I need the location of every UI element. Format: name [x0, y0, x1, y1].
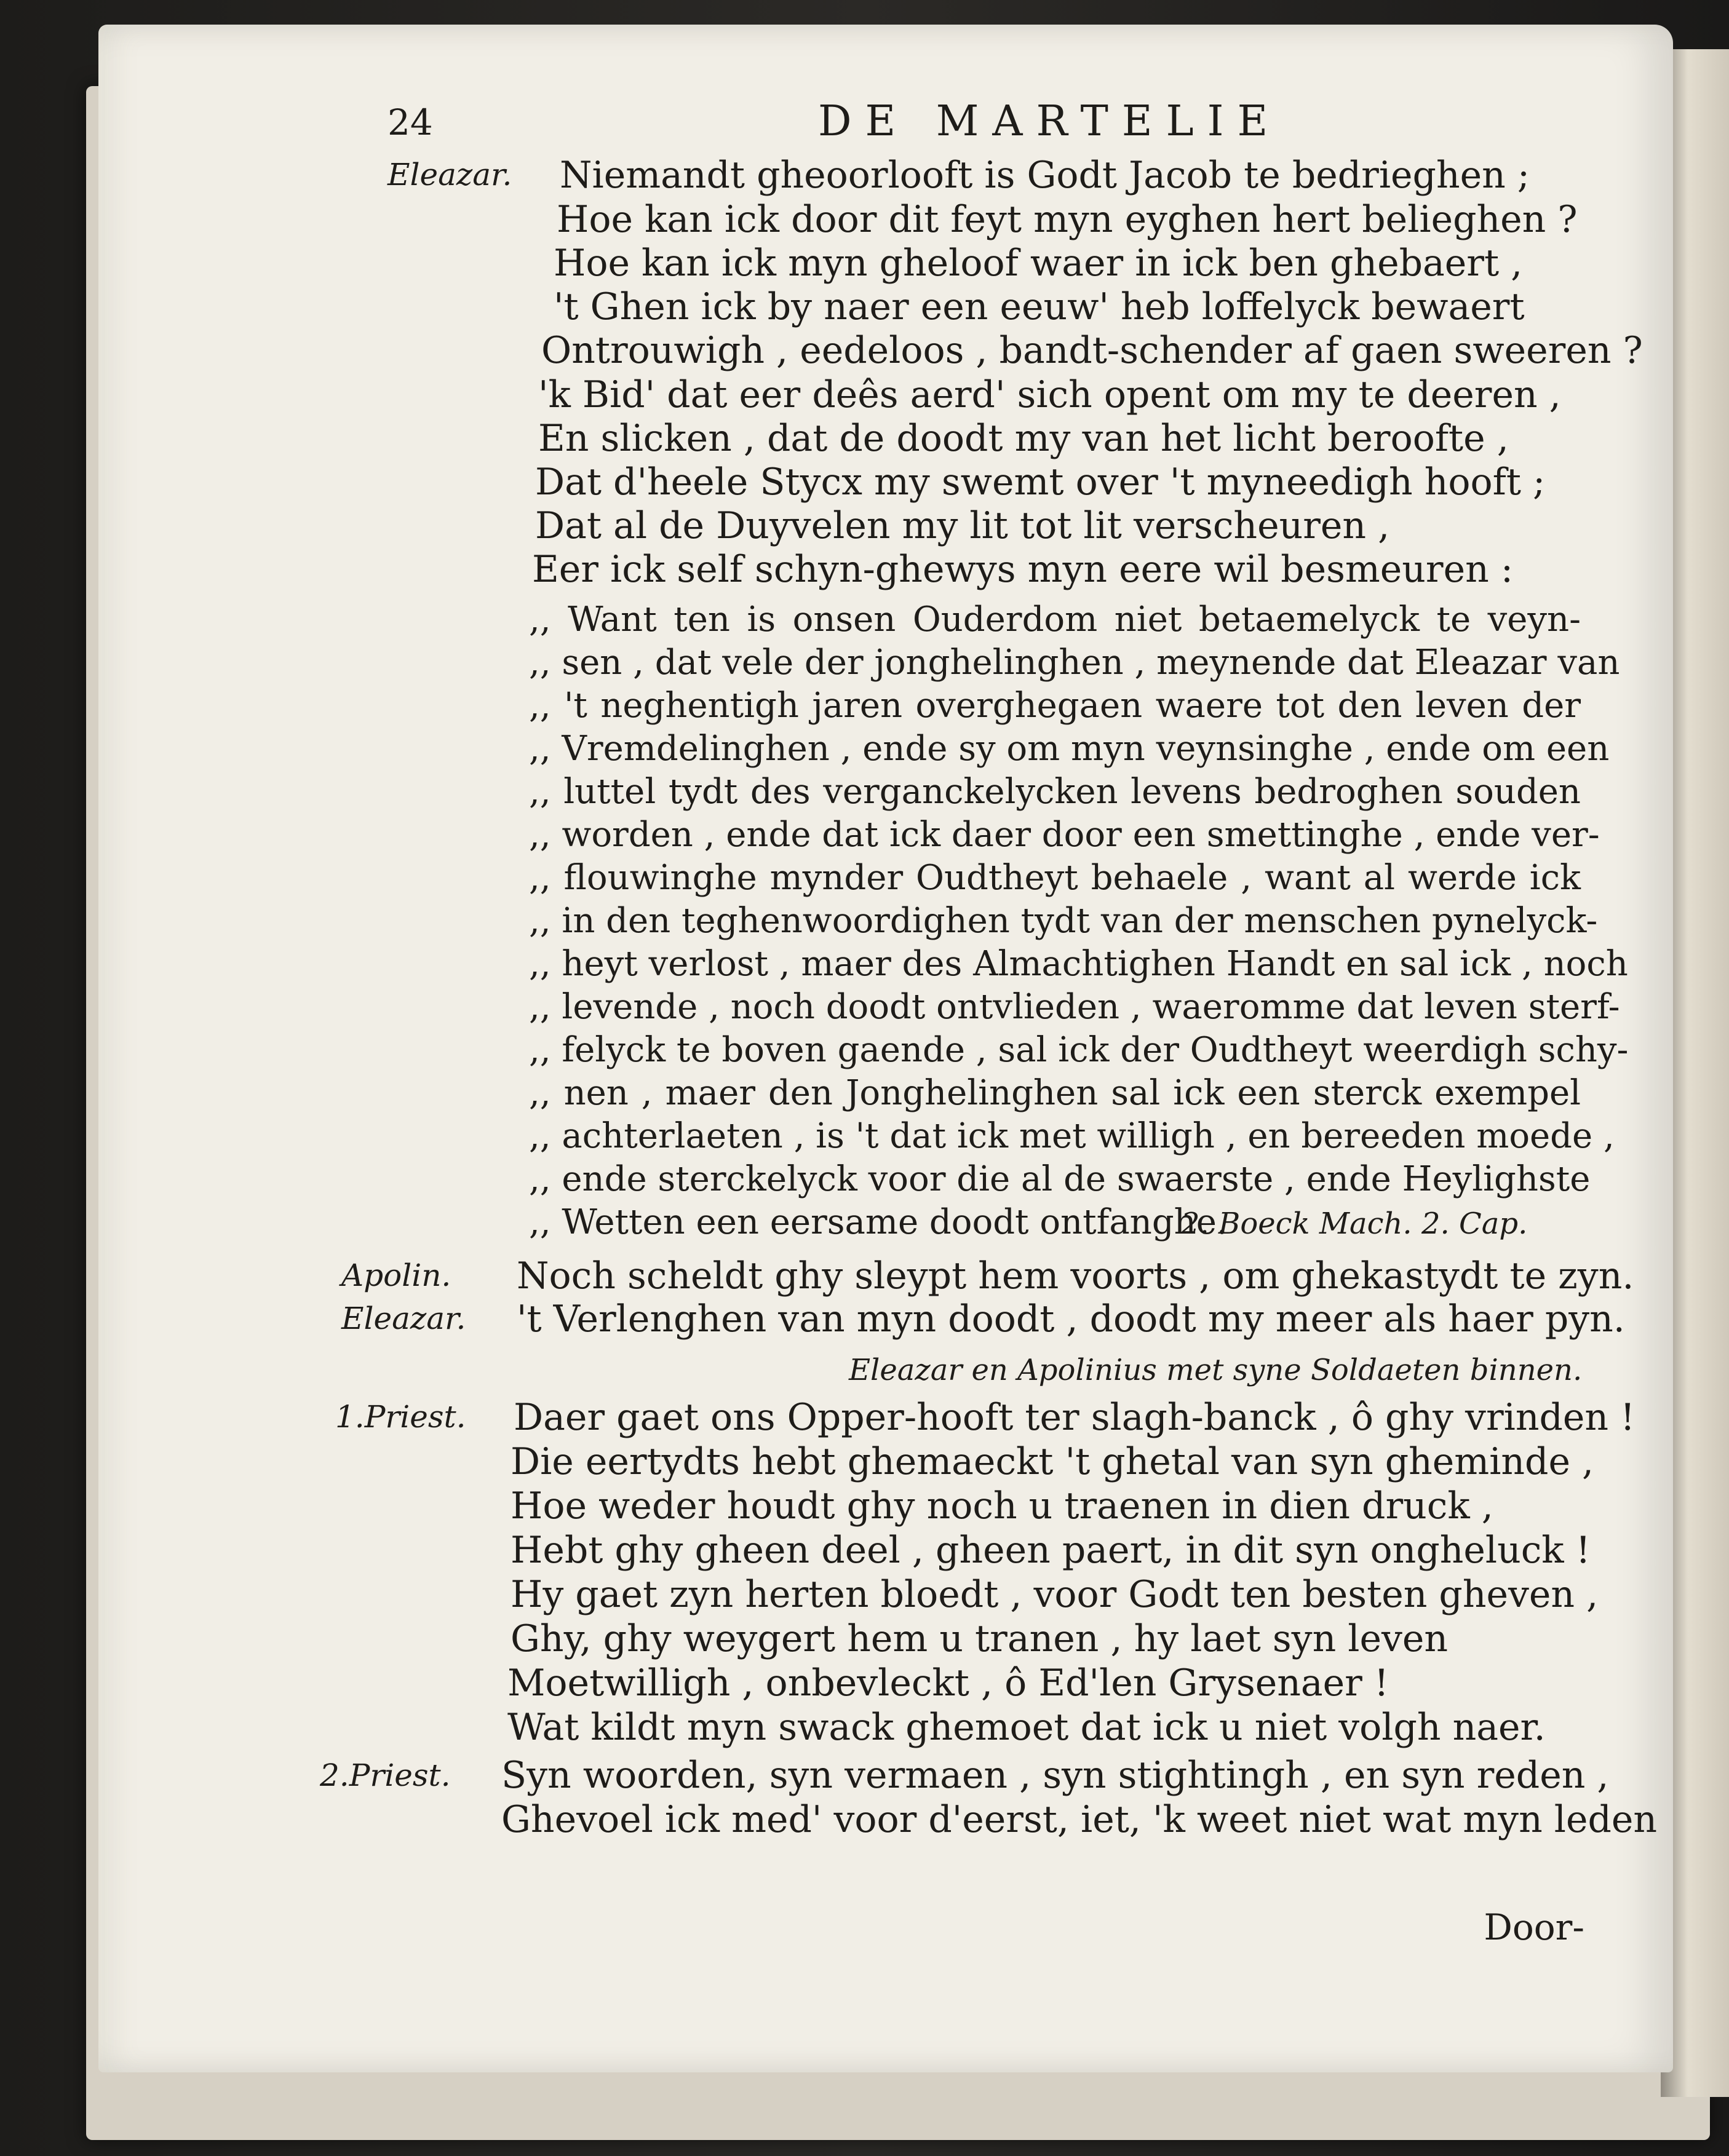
verse-line: Niemandt gheoorlooft is Godt Jacob te bedrieghen ; [560, 154, 1530, 197]
verse-line: En slicken , dat de doodt my van het licht beroofte , [538, 417, 1509, 460]
verse-line-apolin: Noch scheldt ghy sleypt hem voorts , om ghekastydt te zyn. [517, 1254, 1634, 1298]
prose-line: ,, Want ten is onsen Ouderdom niet betaemelyck te veyn- [529, 600, 1581, 640]
verse-line: Hy gaet zyn herten bloedt , voor Godt ten besten gheven , [511, 1573, 1599, 1616]
verse-line: Dat al de Duyvelen my lit tot lit verscheuren , [535, 504, 1390, 547]
prose-line: ,, 't neghentigh jaren overghegaen waere tot den leven der [529, 686, 1581, 726]
page-number: 24 [388, 101, 433, 143]
verse-line: Moetwilligh , onbevleckt , ô Ed'len Grysenaer ! [507, 1662, 1389, 1705]
prose-line: ,, worden , ende dat ick daer door een smettinghe , ende ver- [529, 815, 1600, 855]
catchword: Door- [1484, 1906, 1584, 1948]
prose-line: ,, levende , noch doodt ontvlieden , waeromme dat leven sterf- [529, 987, 1620, 1027]
verse-line: Ghevoel ick med' voor d'eerst, iet, 'k weet niet wat myn leden [501, 1798, 1658, 1841]
prose-line: ,, Wetten een eersame doodt ontfanghe. [529, 1202, 1228, 1242]
stage-direction: Eleazar en Apolinius met syne Soldaeten binnen. [849, 1353, 1583, 1387]
verse-line: Hoe kan ick door dit feyt myn eyghen hert belieghen ? [557, 198, 1578, 241]
verse-line: Daer gaet ons Opper-hooft ter slagh-banck , ô ghy vrinden ! [514, 1396, 1636, 1439]
prose-line: ,, in den teghenwoordighen tydt van der menschen pynelyck- [529, 901, 1598, 941]
prose-line: ,, ende sterckelyck voor die al de swaerste , ende Heylighste [529, 1159, 1591, 1199]
prose-line: ,, luttel tydt des verganckelycken levens bedroghen souden [529, 772, 1581, 812]
prose-line: ,, nen , maer den Jonghelinghen sal ick een sterck exempel [529, 1073, 1581, 1113]
verse-line: Syn woorden, syn vermaen , syn stightingh , en syn reden , [501, 1754, 1609, 1797]
prose-line: ,, sen , dat vele der jonghelinghen , meynende dat Eleazar van [529, 643, 1620, 683]
speaker-priest-2: 2.Priest. [320, 1758, 451, 1793]
verse-line: Hebt ghy gheen deel , gheen paert, in dit syn ongheluck ! [511, 1529, 1591, 1572]
speaker-eleazar: Eleazar. [341, 1301, 466, 1336]
verse-line: 'k Bid' dat eer deês aerd' sich opent om my te deeren , [538, 373, 1561, 416]
verse-line: Dat d'heele Stycx my swemt over 't myneedigh hooft ; [535, 461, 1546, 504]
verse-line: 't Ghen ick by naer een eeuw' heb loffelyck bewaert [554, 285, 1525, 328]
verse-line: Hoe kan ick myn gheloof waer in ick ben ghebaert , [554, 242, 1523, 285]
prose-line: ,, felyck te boven gaende , sal ick der Oudtheyt weerdigh schy- [529, 1030, 1629, 1070]
prose-line: ,, heyt verlost , maer des Almachtighen Handt en sal ick , noch [529, 944, 1628, 984]
verse-line: Wat kildt myn swack ghemoet dat ick u niet volgh naer. [507, 1706, 1546, 1749]
prose-line: ,, flouwinghe mynder Oudtheyt behaele , want al werde ick [529, 858, 1581, 898]
speaker-priest-1: 1.Priest. [335, 1399, 466, 1435]
verse-line-eleazar: 't Verlenghen van myn doodt , doodt my meer als haer pyn. [517, 1298, 1625, 1341]
speaker-apolin: Apolin. [341, 1258, 451, 1293]
prose-line: ,, achterlaeten , is 't dat ick met willigh , en bereeden moede , [529, 1116, 1615, 1156]
verse-line: Hoe weder houdt ghy noch u traenen in dien druck , [511, 1484, 1493, 1528]
verse-line: Eer ick self schyn-ghewys myn eere wil besmeuren : [532, 548, 1514, 591]
prose-line: ,, Vremdelinghen , ende sy om myn veynsinghe , ende om een [529, 729, 1610, 769]
running-title: DE MARTELIE [818, 97, 1282, 146]
verse-line: Ontrouwigh , eedeloos , bandt-schender af gaen sweeren ? [541, 329, 1643, 372]
citation: 2. Boeck Mach. 2. Cap. [1181, 1207, 1528, 1241]
speaker-eleazar: Eleazar. [388, 157, 512, 192]
verse-line: Ghy, ghy weygert hem u tranen , hy laet syn leven [511, 1617, 1449, 1660]
verse-line: Die eertydts hebt ghemaeckt 't ghetal van syn gheminde , [511, 1440, 1594, 1483]
